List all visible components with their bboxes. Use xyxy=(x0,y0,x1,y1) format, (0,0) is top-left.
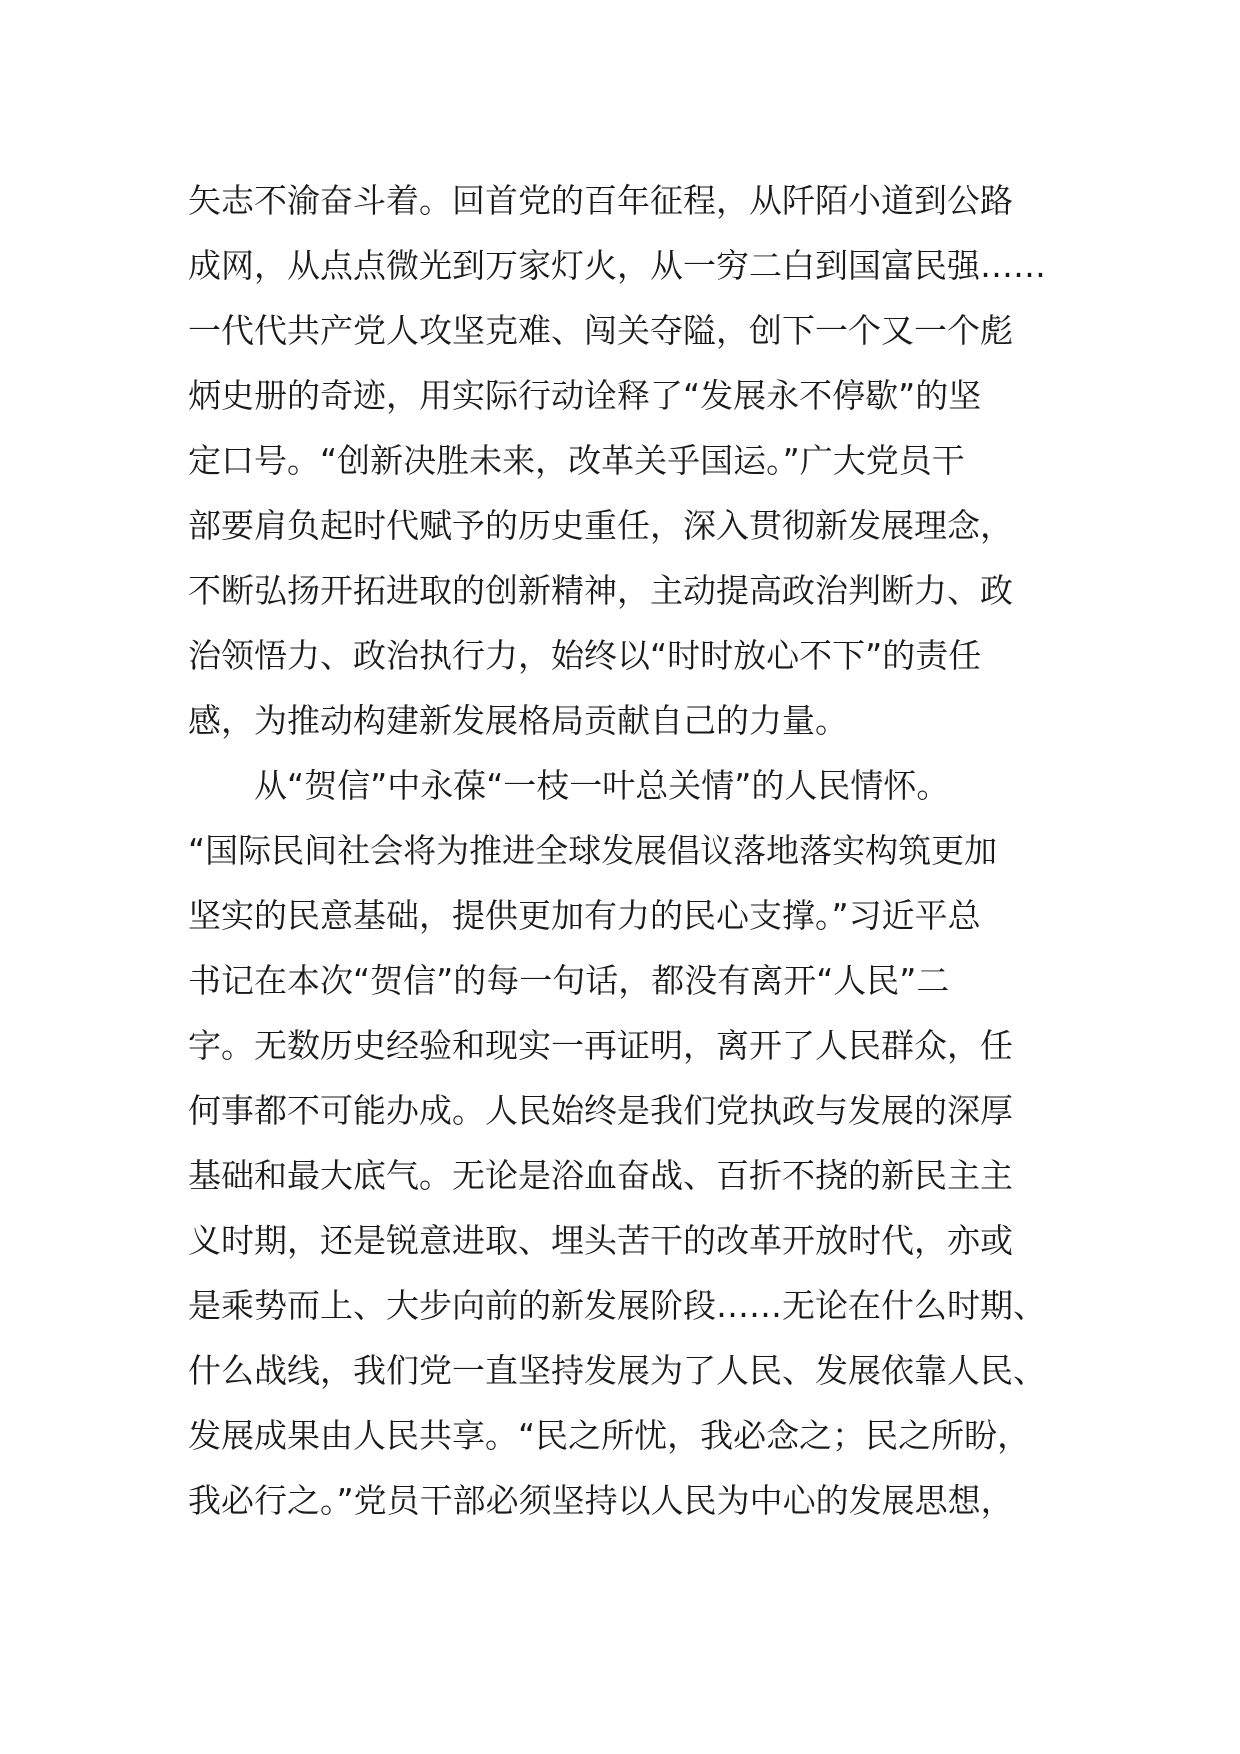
text-line: 炳史册的奇迹，用实际行动诠释了“发展永不停歇”的坚 xyxy=(188,376,982,415)
paragraph-first-line: 从“贺信”中永葆“一枝一叶总关情”的人民情怀。 xyxy=(254,766,950,805)
text-line: 何事都不可能办成。人民始终是我们党执政与发展的深厚 xyxy=(188,1091,1013,1130)
text-line: 矢志不渝奋斗着。回首党的百年征程，从阡陌小道到公路 xyxy=(188,181,1013,220)
text-line: 是乘势而上、大步向前的新发展阶段……无论在什么时期、 xyxy=(188,1286,1046,1325)
text-line: 发展成果由人民共享。“民之所忧，我必念之；民之所盼， xyxy=(188,1416,1031,1455)
text-line: 什么战线，我们党一直坚持发展为了人民、发展依靠人民、 xyxy=(188,1351,1046,1390)
text-line: 基础和最大底气。无论是浴血奋战、百折不挠的新民主主 xyxy=(188,1156,1013,1195)
text-line: 书记在本次“贺信”的每一句话，都没有离开“人民”二 xyxy=(188,961,950,1000)
text-line: 治领悟力、政治执行力，始终以“时时放心不下”的责任 xyxy=(188,636,982,675)
text-line: 成网，从点点微光到万家灯火，从一穷二白到国富民强…… xyxy=(188,246,1046,285)
text-line: 一代代共产党人攻坚克难、闯关夺隘，创下一个又一个彪 xyxy=(188,311,1013,350)
text-line: 不断弘扬开拓进取的创新精神，主动提高政治判断力、政 xyxy=(188,571,1013,610)
text-line: “国际民间社会将为推进全球发展倡议落地落实构筑更加 xyxy=(188,831,998,870)
text-line: 坚实的民意基础，提供更加有力的民心支撑。”习近平总 xyxy=(188,896,981,935)
body-text xyxy=(188,168,1068,1533)
text-line: 我必行之。”党员干部必须坚持以人民为中心的发展思想， xyxy=(188,1481,1014,1520)
text-line: 感，为推动构建新发展格局贡献自己的力量。 xyxy=(188,701,848,740)
text-line: 定口号。“创新决胜未来，改革关乎国运。”广大党员干 xyxy=(188,441,965,480)
text-line: 部要肩负起时代赋予的历史重任，深入贯彻新发展理念， xyxy=(188,506,1013,545)
text-line: 义时期，还是锐意进取、埋头苦干的改革开放时代，亦或 xyxy=(188,1221,1013,1260)
text-line: 字。无数历史经验和现实一再证明，离开了人民群众，任 xyxy=(188,1026,1013,1065)
